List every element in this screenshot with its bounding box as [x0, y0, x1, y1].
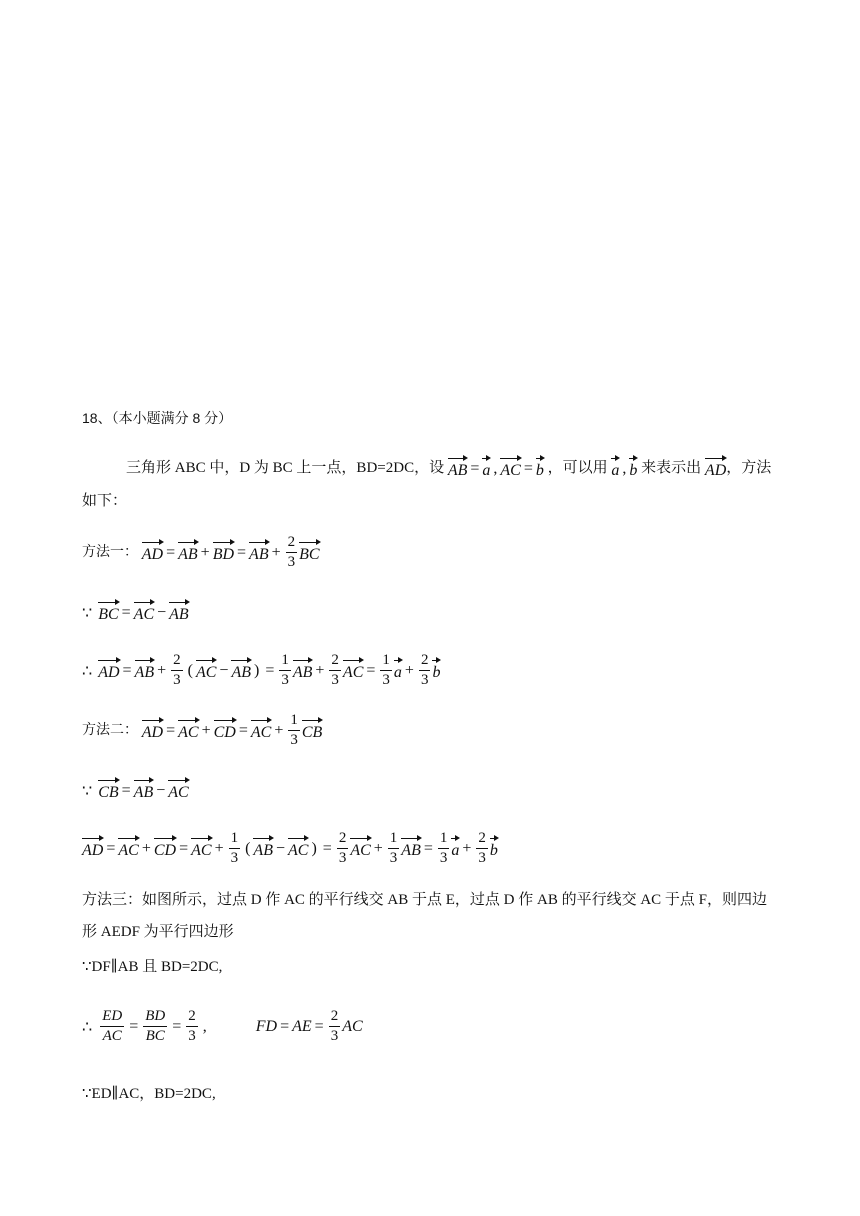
method1-line: 方法一： AD = AB + BD = AB + $\frac{2}{3}$ BC	[82, 534, 320, 571]
question-heading: 18、（本小题满分 8 分）	[82, 410, 233, 426]
method1-because-line: ∵ BC = AC − AB	[82, 603, 189, 623]
method2-line: 方法二： AD = AC + CD = AC + $\frac{1}{3}$ CB	[82, 712, 323, 749]
method1-result-line: ∴ AD = AB + $\frac{2}{3}$ ( AC − AB ) = $\frac{1}{3}$ AB + $\frac{2}{3}$ AC = $\frac{1}{3}$ a + $\frac{2}{3}$ b	[82, 652, 441, 689]
ratio-line: ∴ $\frac{ED}{AC}$ = $\frac{BD}{BC}$ = $\frac{2}{3}$ , FD = AE = $\frac{2}{3}$ AC	[82, 1008, 363, 1045]
because-df-ab: ∵DF∥AB 且 BD=2DC,	[82, 959, 223, 975]
method3-text: 方法三：如图所示，过点 D 作 AC 的平行线交 AB 于点 E，过点 D 作 AB 的平行线交 AC 于点 F，则四边形 AEDF 为平行四边形	[82, 892, 768, 940]
because-ed-ac: ∵ED∥AC，BD=2DC,	[82, 1086, 216, 1102]
method2-result-line: AD = AC + CD = AC + $\frac{1}{3}$ ( AB − AC ) = $\frac{2}{3}$ AC + $\frac{1}{3}$ AB = $\frac{1}{3}$ a + $\frac{2}{3}$ b	[82, 830, 498, 867]
def-vectors: AB = a , AC = b	[447, 459, 544, 480]
problem-statement: 三角形 ABC 中，D 为 BC 上一点，BD=2DC，设 AB = a , AC = b ，可以用 a , b 来表示出 AD ，方法如下：	[82, 452, 782, 517]
method2-because-line: ∵ CB = AB − AC	[82, 781, 189, 801]
